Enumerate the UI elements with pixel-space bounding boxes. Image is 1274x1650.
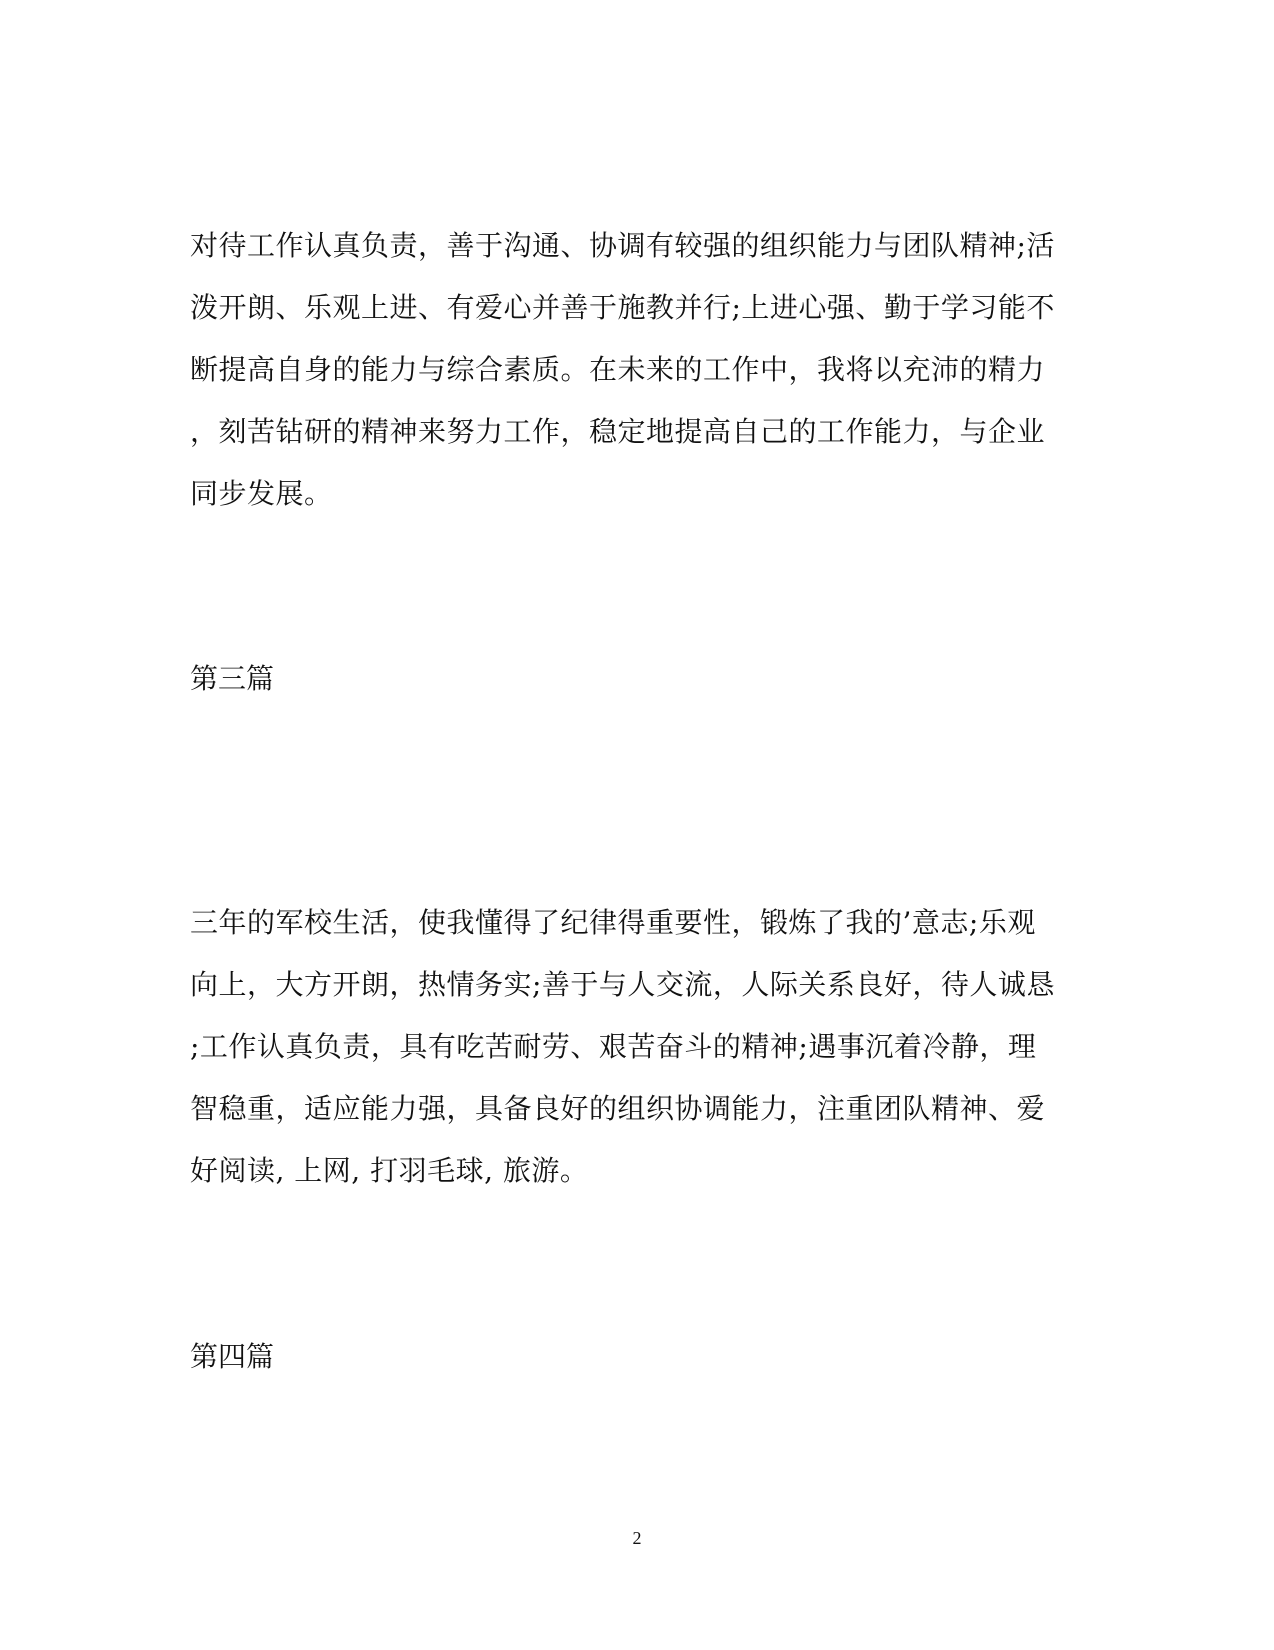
paragraph-line: ，刻苦钻研的精神来努力工作，稳定地提高自己的工作能力，与企业 [190,415,1046,448]
section-heading: 第四篇 [190,1340,275,1373]
paragraph-line: 智稳重，适应能力强，具备良好的组织协调能力，注重团队精神、爱 [190,1092,1046,1125]
page-number: 2 [632,1528,642,1548]
paragraph-line: 好阅读, 上网, 打羽毛球, 旅游。 [190,1154,589,1187]
paragraph-line: 向上，大方开朗，热情务实;善于与人交流，人际关系良好，待人诚恳 [190,968,1055,1001]
section-heading: 第三篇 [190,662,275,695]
paragraph-line: 三年的军校生活，使我懂得了纪律得重要性，锻炼了我的’意志;乐观 [190,906,1036,939]
paragraph-line: 对待工作认真负责，善于沟通、协调有较强的组织能力与团队精神;活 [190,229,1055,262]
paragraph-line: 泼开朗、乐观上进、有爱心并善于施教并行;上进心强、勤于学习能不 [190,291,1055,324]
paragraph-line: ;工作认真负责，具有吃苦耐劳、艰苦奋斗的精神;遇事沉着冷静，理 [190,1030,1037,1063]
paragraph-line: 断提高自身的能力与综合素质。在未来的工作中，我将以充沛的精力 [190,353,1046,386]
paragraph-line: 同步发展。 [190,477,333,510]
